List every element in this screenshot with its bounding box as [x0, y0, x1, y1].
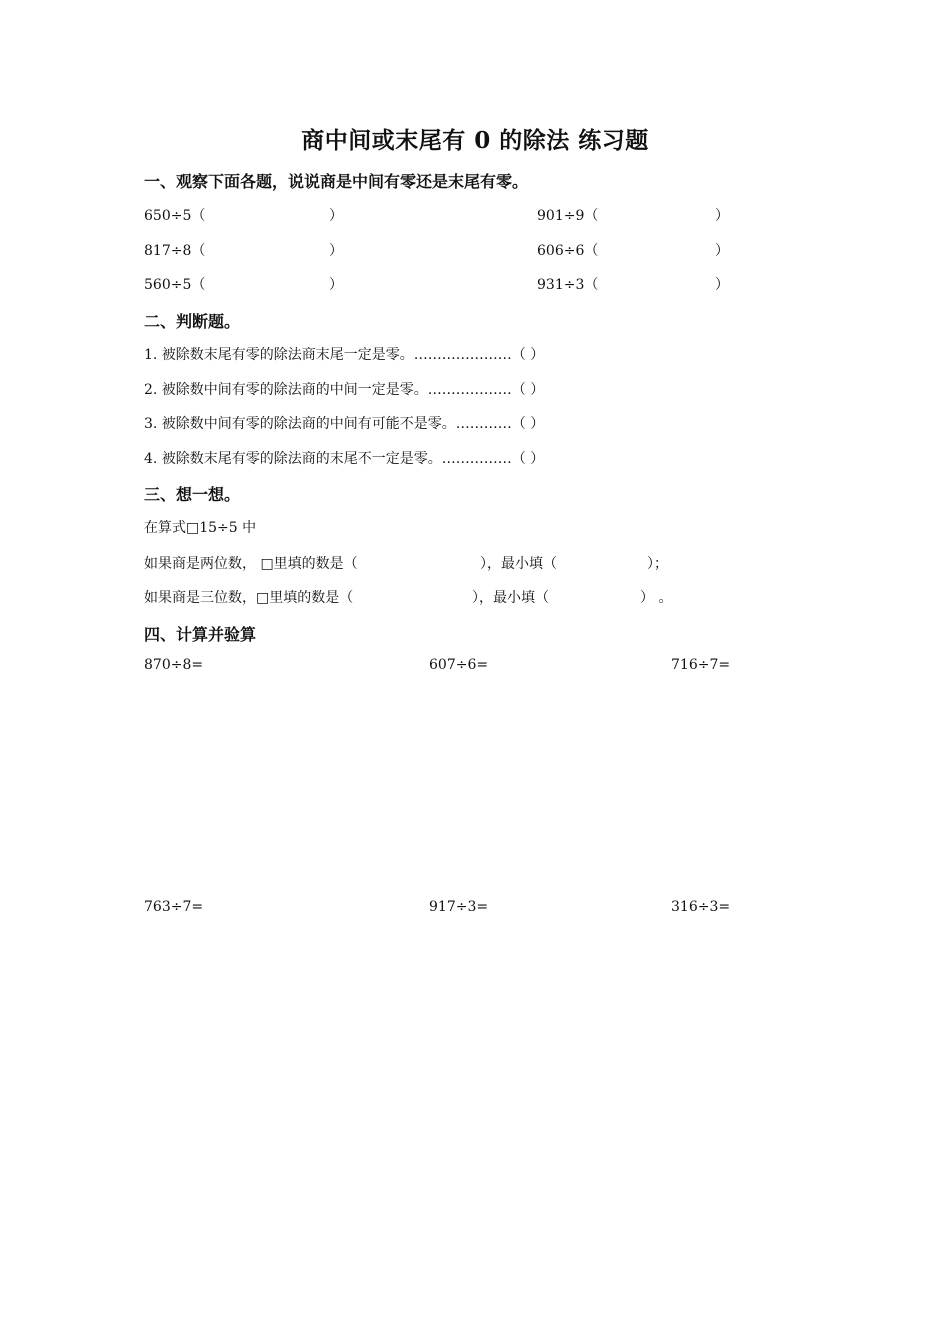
- page-title: 商中间或末尾有 0 的除法 练习题: [301, 127, 649, 154]
- section-1-close-right-2: ）: [715, 243, 729, 259]
- section-3-intro: 在算式□15÷5 中: [144, 520, 257, 536]
- calc-expr-5: 917÷3=: [429, 899, 489, 915]
- section-1-expr-left-1: 650÷5（: [144, 208, 206, 224]
- section-3-line-2-part-b: ），最小填（: [472, 590, 549, 606]
- section-1-expr-left-2: 817÷8（: [144, 243, 206, 259]
- section-1-close-left-2: ）: [329, 243, 343, 259]
- section-1-heading: 一、观察下面各题，说说商是中间有零还是末尾有零。: [144, 172, 529, 191]
- calc-expr-6: 316÷3=: [671, 899, 731, 915]
- judgement-item-2: 2. 被除数中间有零的除法商的中间一定是零。………………（ ）: [144, 382, 545, 398]
- section-1-close-left-3: ）: [329, 277, 343, 293]
- calc-expr-4: 763÷7=: [144, 899, 204, 915]
- section-1-expr-left-3: 560÷5（: [144, 277, 206, 293]
- calc-expr-1: 870÷8=: [144, 657, 204, 673]
- section-1-close-right-1: ）: [715, 208, 729, 224]
- section-3-line-2-part-a: 如果商是三位数，□里填的数是（: [144, 590, 354, 606]
- section-1-close-right-3: ）: [715, 277, 729, 293]
- judgement-item-3: 3. 被除数中间有零的除法商的中间有可能不是零。…………（ ）: [144, 416, 545, 432]
- calc-expr-3: 716÷7=: [671, 657, 731, 673]
- section-3-line-1-part-c: ）；: [647, 556, 668, 572]
- section-1-expr-right-1: 901÷9（: [537, 208, 599, 224]
- section-3-line-1-part-a: 如果商是两位数， □里填的数是（: [144, 556, 358, 572]
- calc-expr-2: 607÷6=: [429, 657, 489, 673]
- section-4-heading: 四、计算并验算: [144, 625, 257, 644]
- section-3-line-1-part-b: ），最小填（: [480, 556, 557, 572]
- judgement-item-4: 4. 被除数末尾有零的除法商的末尾不一定是零。……………（ ）: [144, 451, 545, 467]
- section-1-close-left-1: ）: [329, 208, 343, 224]
- section-3-heading: 三、想一想。: [144, 485, 241, 504]
- section-2-heading: 二、判断题。: [144, 312, 241, 331]
- section-3-line-2-part-c: ） 。: [640, 590, 673, 606]
- section-1-expr-right-3: 931÷3（: [537, 277, 599, 293]
- judgement-item-1: 1. 被除数末尾有零的除法商末尾一定是零。…………………（ ）: [144, 347, 545, 363]
- section-1-expr-right-2: 606÷6（: [537, 243, 599, 259]
